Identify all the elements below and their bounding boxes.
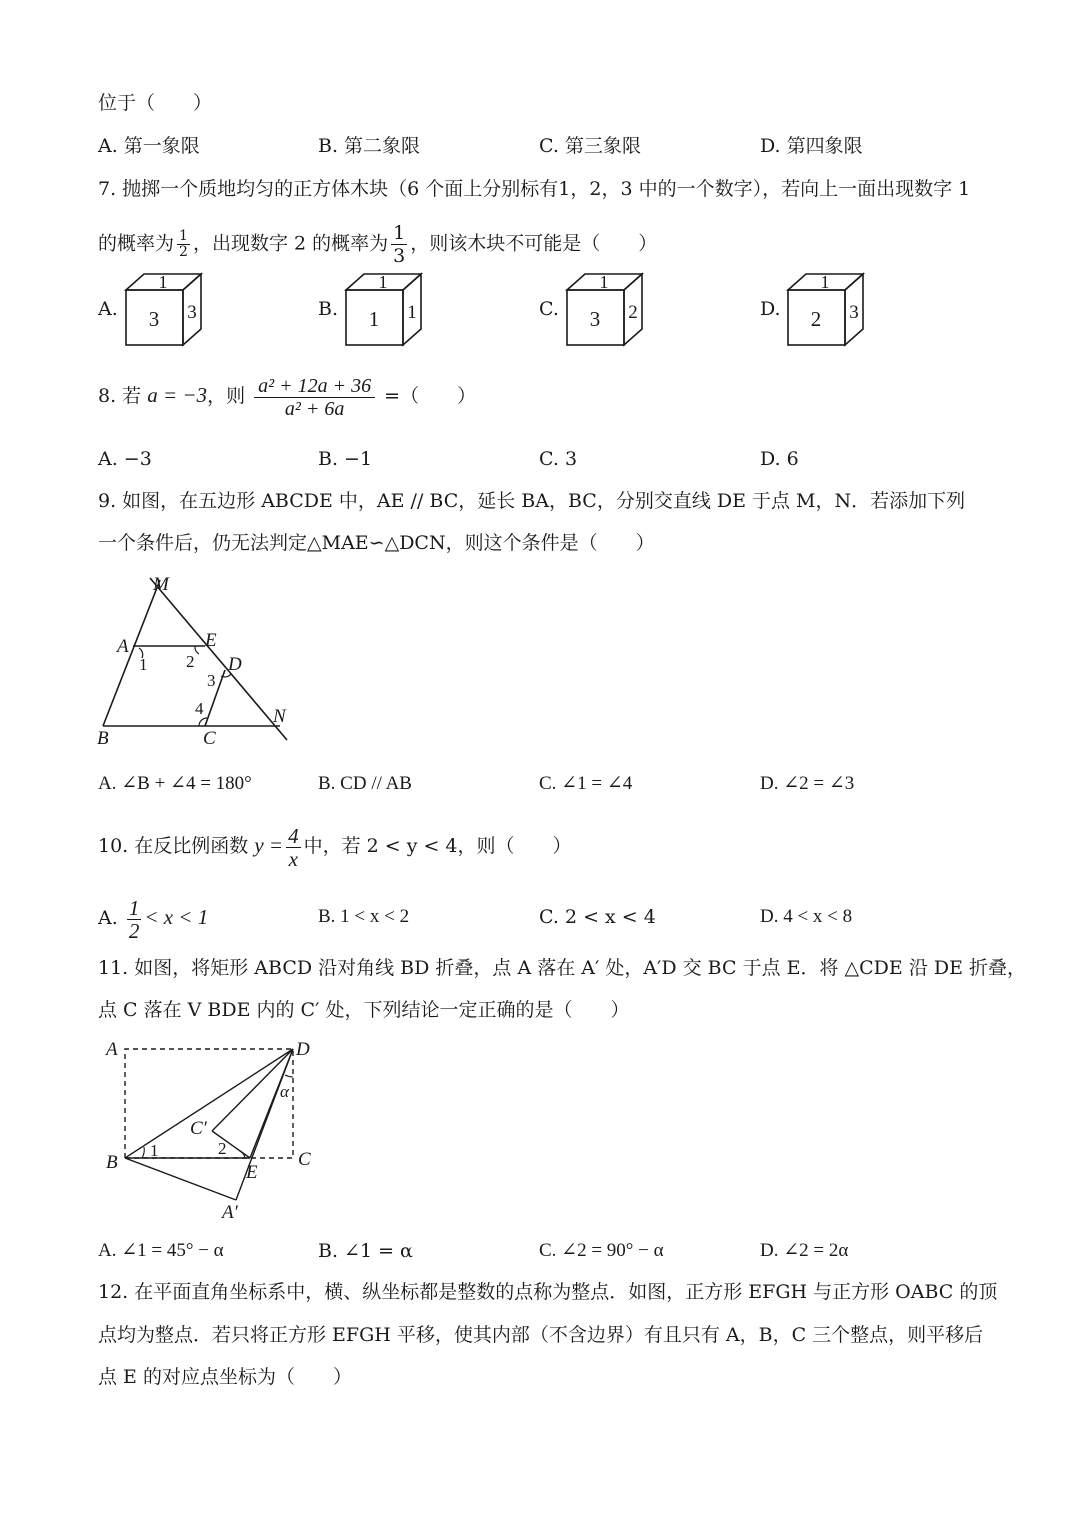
- cube-top-number: 1: [158, 272, 168, 292]
- label-c: C: [298, 1149, 311, 1170]
- q11-option-d: D. ∠2 = 2α: [760, 1240, 849, 1261]
- q10-fraction: [286, 825, 301, 870]
- q11-rectangle-fold-figure: [100, 1035, 325, 1229]
- q12-line-1: 12. 在平面直角坐标系中，横、纵坐标都是整数的点称为整点．如图，正方形 EFGH 与正方形 OABC 的顶: [98, 1281, 998, 1303]
- q10-option-a-rest: < x < 1: [144, 905, 209, 929]
- q9-line-2: 一个条件后，仍无法判定△MAE∽△DCN，则这个条件是（ ）: [98, 532, 655, 554]
- q11-option-b: B. ∠1 = α: [318, 1240, 413, 1262]
- cube-side-number: 3: [187, 302, 197, 323]
- angle-1-arc: [142, 1147, 144, 1158]
- q7-text-a: 的概率为: [98, 232, 175, 255]
- q7-line-2: [98, 222, 657, 267]
- q8-option-c: C. 3: [539, 448, 578, 470]
- cube-top-number: 1: [378, 272, 388, 292]
- label-angle-2: 2: [218, 1139, 227, 1158]
- q6-option-c: C. 第三象限: [539, 135, 641, 157]
- label-b: B: [106, 1152, 118, 1173]
- q7-frac2-num: 1: [393, 222, 406, 244]
- q8-fraction: [254, 375, 375, 420]
- label-a-prime: A′: [222, 1202, 238, 1223]
- q10-frac-den: x: [288, 846, 298, 871]
- label-angle-1: 1: [150, 1141, 159, 1160]
- q8-pre: 8. 若: [98, 385, 142, 407]
- q9-line-1: 9. 如图，在五边形 ABCDE 中，AE // BC，延长 BA，BC，分别交直线 DE 于点 M，N．若添加下列: [98, 490, 966, 512]
- line-ba-prime: [125, 1158, 236, 1200]
- q6-continuation: 位于（ ）: [98, 92, 213, 114]
- q9-option-a: A. ∠B + ∠4 = 180°: [98, 773, 252, 794]
- q9-option-b: B. CD // AB: [318, 773, 412, 794]
- q9-figure-svg: [95, 568, 305, 753]
- q8-numerator: a² + 12a + 36: [254, 375, 375, 398]
- label-a: A: [106, 1039, 118, 1060]
- q9-pentagon-figure: [95, 568, 305, 757]
- label-b: B: [97, 728, 109, 749]
- q10-y: y =: [254, 833, 284, 857]
- q10-post: 中，若 2 < y < 4，则（ ）: [303, 835, 572, 857]
- line-mn: [150, 578, 287, 740]
- q9-option-d: D. ∠2 = ∠3: [760, 773, 855, 794]
- angle-2-arc: [195, 646, 199, 654]
- label-c: C: [203, 728, 216, 749]
- q11-line-2: 点 C 落在 V BDE 内的 C′ 处，下列结论一定正确的是（ ）: [98, 999, 630, 1021]
- q10-option-a-label: A.: [98, 907, 118, 929]
- q10-frac-num: 4: [288, 823, 299, 848]
- label-angle-1: 1: [139, 655, 148, 674]
- q10-option-c: C. 2 < x < 4: [539, 906, 656, 928]
- q7-option-label: C.: [539, 298, 559, 320]
- q7-frac1-num: 1: [179, 228, 188, 244]
- q6-option-a: A. 第一象限: [98, 135, 200, 157]
- q10-a-den: 2: [128, 918, 140, 943]
- q7-frac2-den: 3: [393, 245, 406, 267]
- q7-fraction-third: [391, 222, 407, 267]
- label-angle-3: 3: [207, 671, 216, 690]
- cube-top-number: 1: [820, 272, 830, 292]
- label-d: D: [228, 654, 242, 675]
- q10-pre: 10. 在反比例函数: [98, 835, 249, 857]
- q12-line-3: 点 E 的对应点坐标为（ ）: [98, 1366, 352, 1388]
- label-e: E: [205, 630, 217, 651]
- q6-option-b: B. 第二象限: [318, 135, 421, 157]
- cube-side-number: 3: [849, 302, 859, 323]
- q7-fraction-half: [177, 229, 190, 260]
- q10-stem: [98, 820, 572, 871]
- q11-line-1: 11. 如图，将矩形 ABCD 沿对角线 BD 折叠，点 A 落在 A′ 处，A′D 交 BC 于点 E．将 △CDE 沿 DE 折叠，: [98, 957, 1026, 979]
- q7-text-b: ，出现数字 2 的概率为: [192, 232, 389, 255]
- q10-option-a-fraction: [127, 897, 142, 942]
- q8-mid: ，则: [207, 385, 246, 407]
- cube-icon: [565, 272, 675, 348]
- label-alpha: α: [280, 1082, 289, 1101]
- line-mb: [103, 580, 160, 726]
- label-angle-2: 2: [186, 652, 195, 671]
- q11-figure-svg: [100, 1035, 325, 1225]
- q8-condition: a = −3: [147, 383, 208, 407]
- cube-front-number: 2: [810, 307, 822, 331]
- q8-denominator: a² + 6a: [284, 397, 345, 420]
- q10-option-a: [98, 894, 208, 942]
- label-e: E: [246, 1162, 258, 1183]
- cube-front-number: 3: [589, 307, 601, 331]
- cube-side-number: 2: [628, 302, 638, 323]
- cube-front-number: 1: [368, 307, 380, 331]
- label-c-prime: C′: [190, 1118, 207, 1139]
- q11-option-a: A. ∠1 = 45° − α: [98, 1240, 224, 1261]
- q7-option-label: D.: [760, 298, 781, 320]
- cube-icon: [344, 272, 454, 348]
- label-angle-4: 4: [195, 699, 204, 718]
- q10-option-d: D. 4 < x < 8: [760, 906, 853, 927]
- q8-option-a: A. −3: [98, 448, 152, 470]
- line-de: [250, 1049, 293, 1158]
- q10-a-num: 1: [128, 895, 140, 920]
- angle-alpha-arc: [285, 1075, 293, 1077]
- q7-text-c: ，则该木块不可能是（ ）: [410, 232, 658, 255]
- q7-line-1: 7. 抛掷一个质地均匀的正方体木块（6 个面上分别标有1，2，3 中的一个数字），若向上一面出现数字 1: [98, 178, 971, 200]
- label-m: M: [153, 574, 169, 595]
- cube-icon: [786, 272, 896, 348]
- cube-front-number: 3: [148, 307, 160, 331]
- q7-frac1-den: 2: [179, 244, 188, 260]
- q8-stem: [98, 370, 476, 421]
- cube-icon: [124, 272, 234, 348]
- cube-side-number: 1: [407, 302, 417, 323]
- q8-post: =（ ）: [384, 385, 477, 407]
- label-d: D: [296, 1039, 310, 1060]
- q7-option-label: B.: [318, 298, 339, 320]
- label-a: A: [117, 636, 129, 657]
- label-n: N: [273, 706, 286, 727]
- cube-top-number: 1: [599, 272, 609, 292]
- q12-line-2: 点均为整点．若只将正方形 EFGH 平移，使其内部（不含边界）有且只有 A，B，C 三个整点，则平移后: [98, 1324, 984, 1346]
- q8-option-b: B. −1: [318, 448, 373, 470]
- q8-option-d: D. 6: [760, 448, 799, 470]
- q11-option-c: C. ∠2 = 90° − α: [539, 1240, 664, 1261]
- q10-option-b: B. 1 < x < 2: [318, 906, 410, 927]
- q7-option-label: A.: [98, 298, 118, 320]
- q9-option-c: C. ∠1 = ∠4: [539, 773, 633, 794]
- q6-option-d: D. 第四象限: [760, 135, 863, 157]
